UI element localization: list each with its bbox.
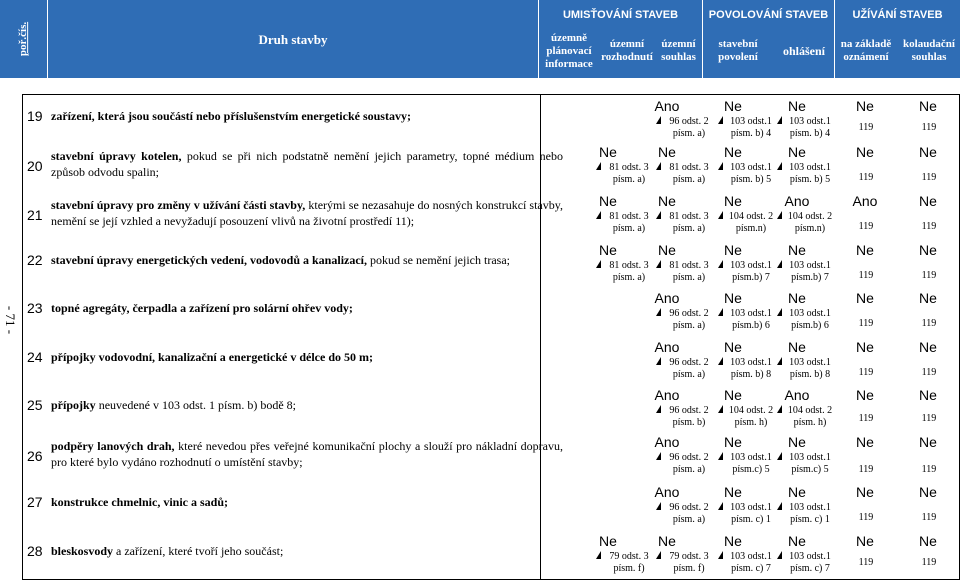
reference-marker [656, 405, 661, 413]
paragraph-reference [720, 502, 782, 526]
reference-letter: písm.c) 5 [732, 464, 770, 475]
answer-ne: Ne [724, 290, 742, 306]
row-description [51, 252, 563, 268]
reference-marker [777, 211, 782, 219]
answer-ne: Ne [599, 193, 617, 209]
answer-ne: Ne [856, 339, 874, 355]
section-umistovani: UMISŤOVÁNÍ STAVEB [562, 9, 679, 21]
reference-marker [656, 211, 661, 219]
answer-ne: Ne [658, 193, 676, 209]
row-number: 20 [27, 158, 43, 174]
col-stavebni-povoleni: stavební povolení [718, 38, 758, 63]
oznameni-value: 119 [858, 512, 874, 523]
row-description-text: kterými se nezasahuje do nosných konstrukcí stavby, nemění se její vzhled a nevyžadují posouzení vlivů na životní prostředí 11); [51, 198, 563, 228]
reference-paragraph: 81 odst. 3 [609, 211, 649, 222]
paragraph-reference [658, 502, 720, 526]
paragraph-reference [658, 357, 720, 381]
row-description-bold: stavební úpravy pro změny v užívání části stavby, [51, 198, 306, 212]
answer-ne: Ne [724, 98, 742, 114]
answer-ne: Ne [856, 484, 874, 500]
answer-ne: Ne [724, 339, 742, 355]
reference-paragraph: 103 odst.1 [730, 357, 772, 368]
answer-ano: Ano [654, 484, 680, 500]
answer-ne: Ne [919, 339, 937, 355]
answer-ne: Ne [856, 434, 874, 450]
paragraph-reference [779, 116, 841, 140]
answer-ne: Ne [919, 484, 937, 500]
paragraph-reference [658, 260, 720, 284]
kolaudacni-value: 119 [921, 464, 937, 475]
reference-letter: písm.n) [794, 223, 826, 234]
paragraph-reference [598, 260, 660, 284]
reference-marker [718, 260, 723, 268]
table-row [23, 146, 960, 194]
reference-paragraph: 103 odst.1 [789, 551, 831, 562]
reference-letter: písm. a) [672, 464, 706, 475]
paragraph-reference [658, 116, 720, 140]
row-description-bold: přípojky vodovodní, kanalizační a energetické v délce do 50 m; [51, 350, 373, 364]
paragraph-reference [598, 211, 660, 235]
reference-paragraph: 103 odst.1 [789, 502, 831, 513]
reference-letter: písm. b) 8 [789, 369, 831, 380]
table-row [23, 486, 960, 534]
reference-letter: písm.b) 7 [791, 272, 829, 283]
paragraph-reference [779, 308, 841, 332]
answer-ne: Ne [658, 242, 676, 258]
row-number: 28 [27, 543, 43, 559]
table-row [23, 535, 960, 579]
oznameni-value: 119 [858, 413, 874, 424]
answer-ne: Ne [788, 339, 806, 355]
reference-paragraph: 103 odst.1 [730, 502, 772, 513]
answer-ne: Ne [599, 533, 617, 549]
reference-letter: písm. a) [612, 174, 646, 185]
reference-marker [596, 162, 601, 170]
answer-ne: Ne [724, 144, 742, 160]
table-row [23, 100, 960, 144]
reference-paragraph: 96 odst. 2 [669, 357, 709, 368]
kolaudacni-value: 119 [921, 221, 937, 232]
answer-ano: Ano [654, 290, 680, 306]
paragraph-reference [779, 502, 841, 526]
paragraph-reference [720, 116, 782, 140]
row-number: 26 [27, 448, 43, 464]
answer-ne: Ne [658, 144, 676, 160]
reference-paragraph: 104 odst. 2 [787, 211, 833, 222]
reference-paragraph: 103 odst.1 [730, 116, 772, 127]
answer-ne: Ne [919, 98, 937, 114]
row-description [51, 494, 563, 510]
oznameni-value: 119 [858, 318, 874, 329]
reference-letter: písm. a) [672, 320, 706, 331]
row-description [51, 543, 563, 559]
answer-ne: Ne [599, 144, 617, 160]
reference-marker [777, 502, 782, 510]
answer-ne: Ne [788, 144, 806, 160]
col-uzemni-souhlas: územní souhlas [661, 38, 696, 63]
reference-marker [718, 551, 723, 559]
answer-ne: Ne [724, 434, 742, 450]
reference-letter: písm. a) [672, 128, 706, 139]
reference-letter: písm. a) [672, 514, 706, 525]
paragraph-reference [598, 162, 660, 186]
table-row [23, 389, 960, 435]
reference-letter: písm.b) 6 [791, 320, 829, 331]
reference-paragraph: 96 odst. 2 [669, 452, 709, 463]
answer-ne: Ne [658, 533, 676, 549]
reference-letter: písm. c) 7 [790, 563, 830, 574]
reference-paragraph: 96 odst. 2 [669, 308, 709, 319]
reference-marker [777, 405, 782, 413]
reference-marker [596, 551, 601, 559]
paragraph-reference [779, 162, 841, 186]
answer-ano: Ano [654, 387, 680, 403]
reference-marker [718, 502, 723, 510]
row-description [51, 438, 563, 470]
reference-paragraph: 103 odst.1 [730, 162, 772, 173]
row-number: 22 [27, 252, 43, 268]
oznameni-value: 119 [858, 172, 874, 183]
answer-ne: Ne [856, 98, 874, 114]
answer-ano: Ano [654, 339, 680, 355]
reference-paragraph: 81 odst. 3 [669, 260, 709, 271]
row-number: 25 [27, 397, 43, 413]
reference-paragraph: 81 odst. 3 [669, 162, 709, 173]
reference-letter: písm. c) 1 [731, 514, 771, 525]
col-uzemne-planovaci: územně plánovací informace [545, 31, 593, 70]
reference-letter: písm. f) [613, 563, 645, 574]
answer-ne: Ne [856, 144, 874, 160]
answer-ne: Ne [724, 242, 742, 258]
reference-paragraph: 103 odst.1 [789, 308, 831, 319]
reference-marker [656, 162, 661, 170]
answer-ano: Ano [784, 193, 810, 209]
col-uzemni-rozhodnuti: územní rozhodnutí [601, 38, 653, 63]
reference-marker [596, 260, 601, 268]
answer-ne: Ne [856, 387, 874, 403]
answer-ne: Ne [788, 242, 806, 258]
reference-marker [777, 116, 782, 124]
reference-paragraph: 81 odst. 3 [609, 260, 649, 271]
reference-paragraph: 104 odst. 2 [728, 211, 774, 222]
answer-ne: Ne [599, 242, 617, 258]
answer-ne: Ne [856, 242, 874, 258]
oznameni-value: 119 [858, 464, 874, 475]
row-description-text: neuvedené v 103 odst. 1 písm. b) bodě 8; [95, 398, 296, 412]
reference-letter: písm. a) [672, 272, 706, 283]
row-description [51, 349, 563, 365]
row-description-bold: přípojky [51, 398, 96, 412]
paragraph-reference [720, 452, 782, 476]
reference-marker [777, 452, 782, 460]
section-povolovani: POVOLOVÁNÍ STAVEB [708, 9, 829, 21]
answer-ne: Ne [788, 434, 806, 450]
reference-paragraph: 103 odst.1 [730, 260, 772, 271]
reference-letter: písm. f) [673, 563, 705, 574]
table-row [23, 195, 960, 243]
answer-ne: Ne [724, 533, 742, 549]
paragraph-reference [598, 551, 660, 575]
answer-ne: Ne [788, 290, 806, 306]
reference-marker [777, 260, 782, 268]
paragraph-reference [720, 551, 782, 575]
reference-marker [656, 452, 661, 460]
kolaudacni-value: 119 [921, 270, 937, 281]
reference-paragraph: 103 odst.1 [789, 116, 831, 127]
answer-ne: Ne [856, 533, 874, 549]
reference-letter: písm. b) 8 [730, 369, 772, 380]
paragraph-reference [658, 452, 720, 476]
reference-marker [718, 405, 723, 413]
reference-marker [777, 357, 782, 365]
kolaudacni-value: 119 [921, 512, 937, 523]
answer-ne: Ne [919, 242, 937, 258]
oznameni-value: 119 [858, 557, 874, 568]
answer-ne: Ne [788, 484, 806, 500]
row-number: 27 [27, 494, 43, 510]
reference-paragraph: 96 odst. 2 [669, 502, 709, 513]
row-description-bold: bleskosvody [51, 544, 114, 558]
kolaudacni-value: 119 [921, 367, 937, 378]
paragraph-reference [720, 162, 782, 186]
reference-paragraph: 103 odst.1 [789, 357, 831, 368]
reference-paragraph: 96 odst. 2 [669, 405, 709, 416]
oznameni-value: 119 [858, 270, 874, 281]
reference-letter: písm. b) 5 [789, 174, 831, 185]
reference-letter: písm.b) 6 [732, 320, 770, 331]
reference-marker [656, 357, 661, 365]
paragraph-reference [658, 162, 720, 186]
answer-ne: Ne [919, 144, 937, 160]
section-uzivani: UŽÍVÁNÍ STAVEB [852, 9, 943, 21]
reference-letter: písm.c) 5 [791, 464, 829, 475]
reference-letter: písm. c) 1 [790, 514, 830, 525]
paragraph-reference [720, 260, 782, 284]
kolaudacni-value: 119 [921, 122, 937, 133]
answer-ne: Ne [919, 533, 937, 549]
row-description-bold: zařízení, která jsou součástí nebo příslušenstvím energetické soustavy; [51, 109, 411, 123]
reference-marker [656, 308, 661, 316]
reference-marker [718, 452, 723, 460]
reference-paragraph: 96 odst. 2 [669, 116, 709, 127]
reference-marker [777, 162, 782, 170]
row-description [51, 300, 563, 316]
reference-marker [656, 502, 661, 510]
table-row [23, 436, 960, 486]
table-row [23, 341, 960, 389]
row-description-bold: topné agregáty, čerpadla a zařízení pro solární ohřev vody; [51, 301, 353, 315]
row-description [51, 108, 563, 124]
reference-letter: písm.n) [735, 223, 767, 234]
row-number: 19 [27, 108, 43, 124]
paragraph-reference [779, 452, 841, 476]
reference-letter: písm. a) [612, 223, 646, 234]
reference-marker [718, 116, 723, 124]
paragraph-reference [779, 405, 841, 429]
row-description-bold: stavební úpravy energetických vedení, vodovodů a kanalizací, [51, 253, 368, 267]
table-row [23, 292, 960, 340]
answer-ne: Ne [788, 98, 806, 114]
reference-paragraph: 103 odst.1 [730, 308, 772, 319]
kolaudacni-value: 119 [921, 413, 937, 424]
reference-letter: písm. h) [734, 417, 768, 428]
reference-marker [718, 357, 723, 365]
answer-ne: Ne [856, 290, 874, 306]
reference-letter: písm.b) 7 [732, 272, 770, 283]
table-row [23, 244, 960, 292]
row-number: 21 [27, 207, 43, 223]
reference-paragraph: 103 odst.1 [789, 452, 831, 463]
answer-ano: Ano [654, 98, 680, 114]
reference-marker [718, 211, 723, 219]
reference-letter: písm. b) 5 [730, 174, 772, 185]
answer-ne: Ne [788, 533, 806, 549]
reference-paragraph: 103 odst.1 [789, 162, 831, 173]
row-description-bold: stavební úpravy kotelen, [51, 149, 182, 163]
kolaudacni-value: 119 [921, 318, 937, 329]
answer-ne: Ne [724, 484, 742, 500]
col-ohlaseni: ohlášení [782, 43, 825, 58]
reference-paragraph: 103 odst.1 [789, 260, 831, 271]
row-number: 24 [27, 349, 43, 365]
kolaudacni-value: 119 [921, 557, 937, 568]
paragraph-reference [658, 211, 720, 235]
reference-letter: písm. b) 4 [789, 128, 831, 139]
answer-ne: Ne [919, 193, 937, 209]
reference-paragraph: 81 odst. 3 [609, 162, 649, 173]
col-kolaudacni-souhlas: kolaudační souhlas [903, 38, 955, 63]
answer-ne: Ne [919, 434, 937, 450]
paragraph-reference [779, 211, 841, 235]
reference-paragraph: 79 odst. 3 [609, 551, 649, 562]
reference-paragraph: 81 odst. 3 [669, 211, 709, 222]
reference-letter: písm. a) [672, 174, 706, 185]
paragraph-reference [779, 551, 841, 575]
reference-paragraph: 104 odst. 2 [728, 405, 774, 416]
reference-marker [777, 308, 782, 316]
reference-paragraph: 103 odst.1 [730, 452, 772, 463]
reference-paragraph: 104 odst. 2 [787, 405, 833, 416]
row-description-bold: podpěry lanových drah, [51, 439, 175, 453]
reference-letter: písm. h) [793, 417, 827, 428]
reference-marker [656, 116, 661, 124]
paragraph-reference [779, 260, 841, 284]
row-description-text: pokud se při nich podstatně nemění jejich parametry, topné médium nebo způsob odvodu spalin; [51, 149, 563, 179]
reference-marker [656, 260, 661, 268]
reference-paragraph: 103 odst.1 [730, 551, 772, 562]
oznameni-value: 119 [858, 367, 874, 378]
col-na-zaklade-oznameni: na základě oznámení [840, 38, 892, 63]
reference-letter: písm. a) [672, 369, 706, 380]
answer-ano: Ano [784, 387, 810, 403]
page-number: - 71 - [3, 305, 19, 335]
row-description-bold: konstrukce chmelnic, vinic a sadů; [51, 495, 229, 509]
reference-marker [656, 551, 661, 559]
reference-paragraph: 79 odst. 3 [669, 551, 709, 562]
header-druh: Druh stavby [258, 31, 328, 47]
answer-ne: Ne [724, 387, 742, 403]
row-description [51, 397, 563, 413]
paragraph-reference [658, 551, 720, 575]
paragraph-reference [720, 211, 782, 235]
answer-ne: Ne [919, 290, 937, 306]
reference-letter: písm. a) [672, 223, 706, 234]
paragraph-reference [658, 405, 720, 429]
header-porcis: poř.čís. [17, 21, 30, 57]
reference-marker [718, 308, 723, 316]
answer-ne: Ne [724, 193, 742, 209]
row-description-text: které nevedou přes veřejné komunikační plochy a slouží pro nákladní dopravu, pro které bylo vydáno rozhodnutí o umístění stavby; [51, 439, 563, 469]
paragraph-reference [779, 357, 841, 381]
row-description [51, 197, 563, 229]
reference-letter: písm. a) [612, 272, 646, 283]
paragraph-reference [658, 308, 720, 332]
oznameni-value: 119 [858, 221, 874, 232]
reference-marker [777, 551, 782, 559]
reference-letter: písm. c) 7 [731, 563, 771, 574]
reference-marker [718, 162, 723, 170]
oznameni-value: 119 [858, 122, 874, 133]
row-description-text: pokud se nemění jejich trasa; [367, 253, 510, 267]
reference-marker [596, 211, 601, 219]
row-description-text: a zařízení, které tvoří jeho součást; [113, 544, 284, 558]
reference-letter: písm. b) 4 [730, 128, 772, 139]
paragraph-reference [720, 357, 782, 381]
reference-letter: písm. b) [672, 417, 706, 428]
answer-ano: Ano [852, 193, 878, 209]
paragraph-reference [720, 308, 782, 332]
kolaudacni-value: 119 [921, 172, 937, 183]
row-description [51, 148, 563, 180]
answer-ne: Ne [919, 387, 937, 403]
answer-ano: Ano [654, 434, 680, 450]
paragraph-reference [720, 405, 782, 429]
row-number: 23 [27, 300, 43, 316]
